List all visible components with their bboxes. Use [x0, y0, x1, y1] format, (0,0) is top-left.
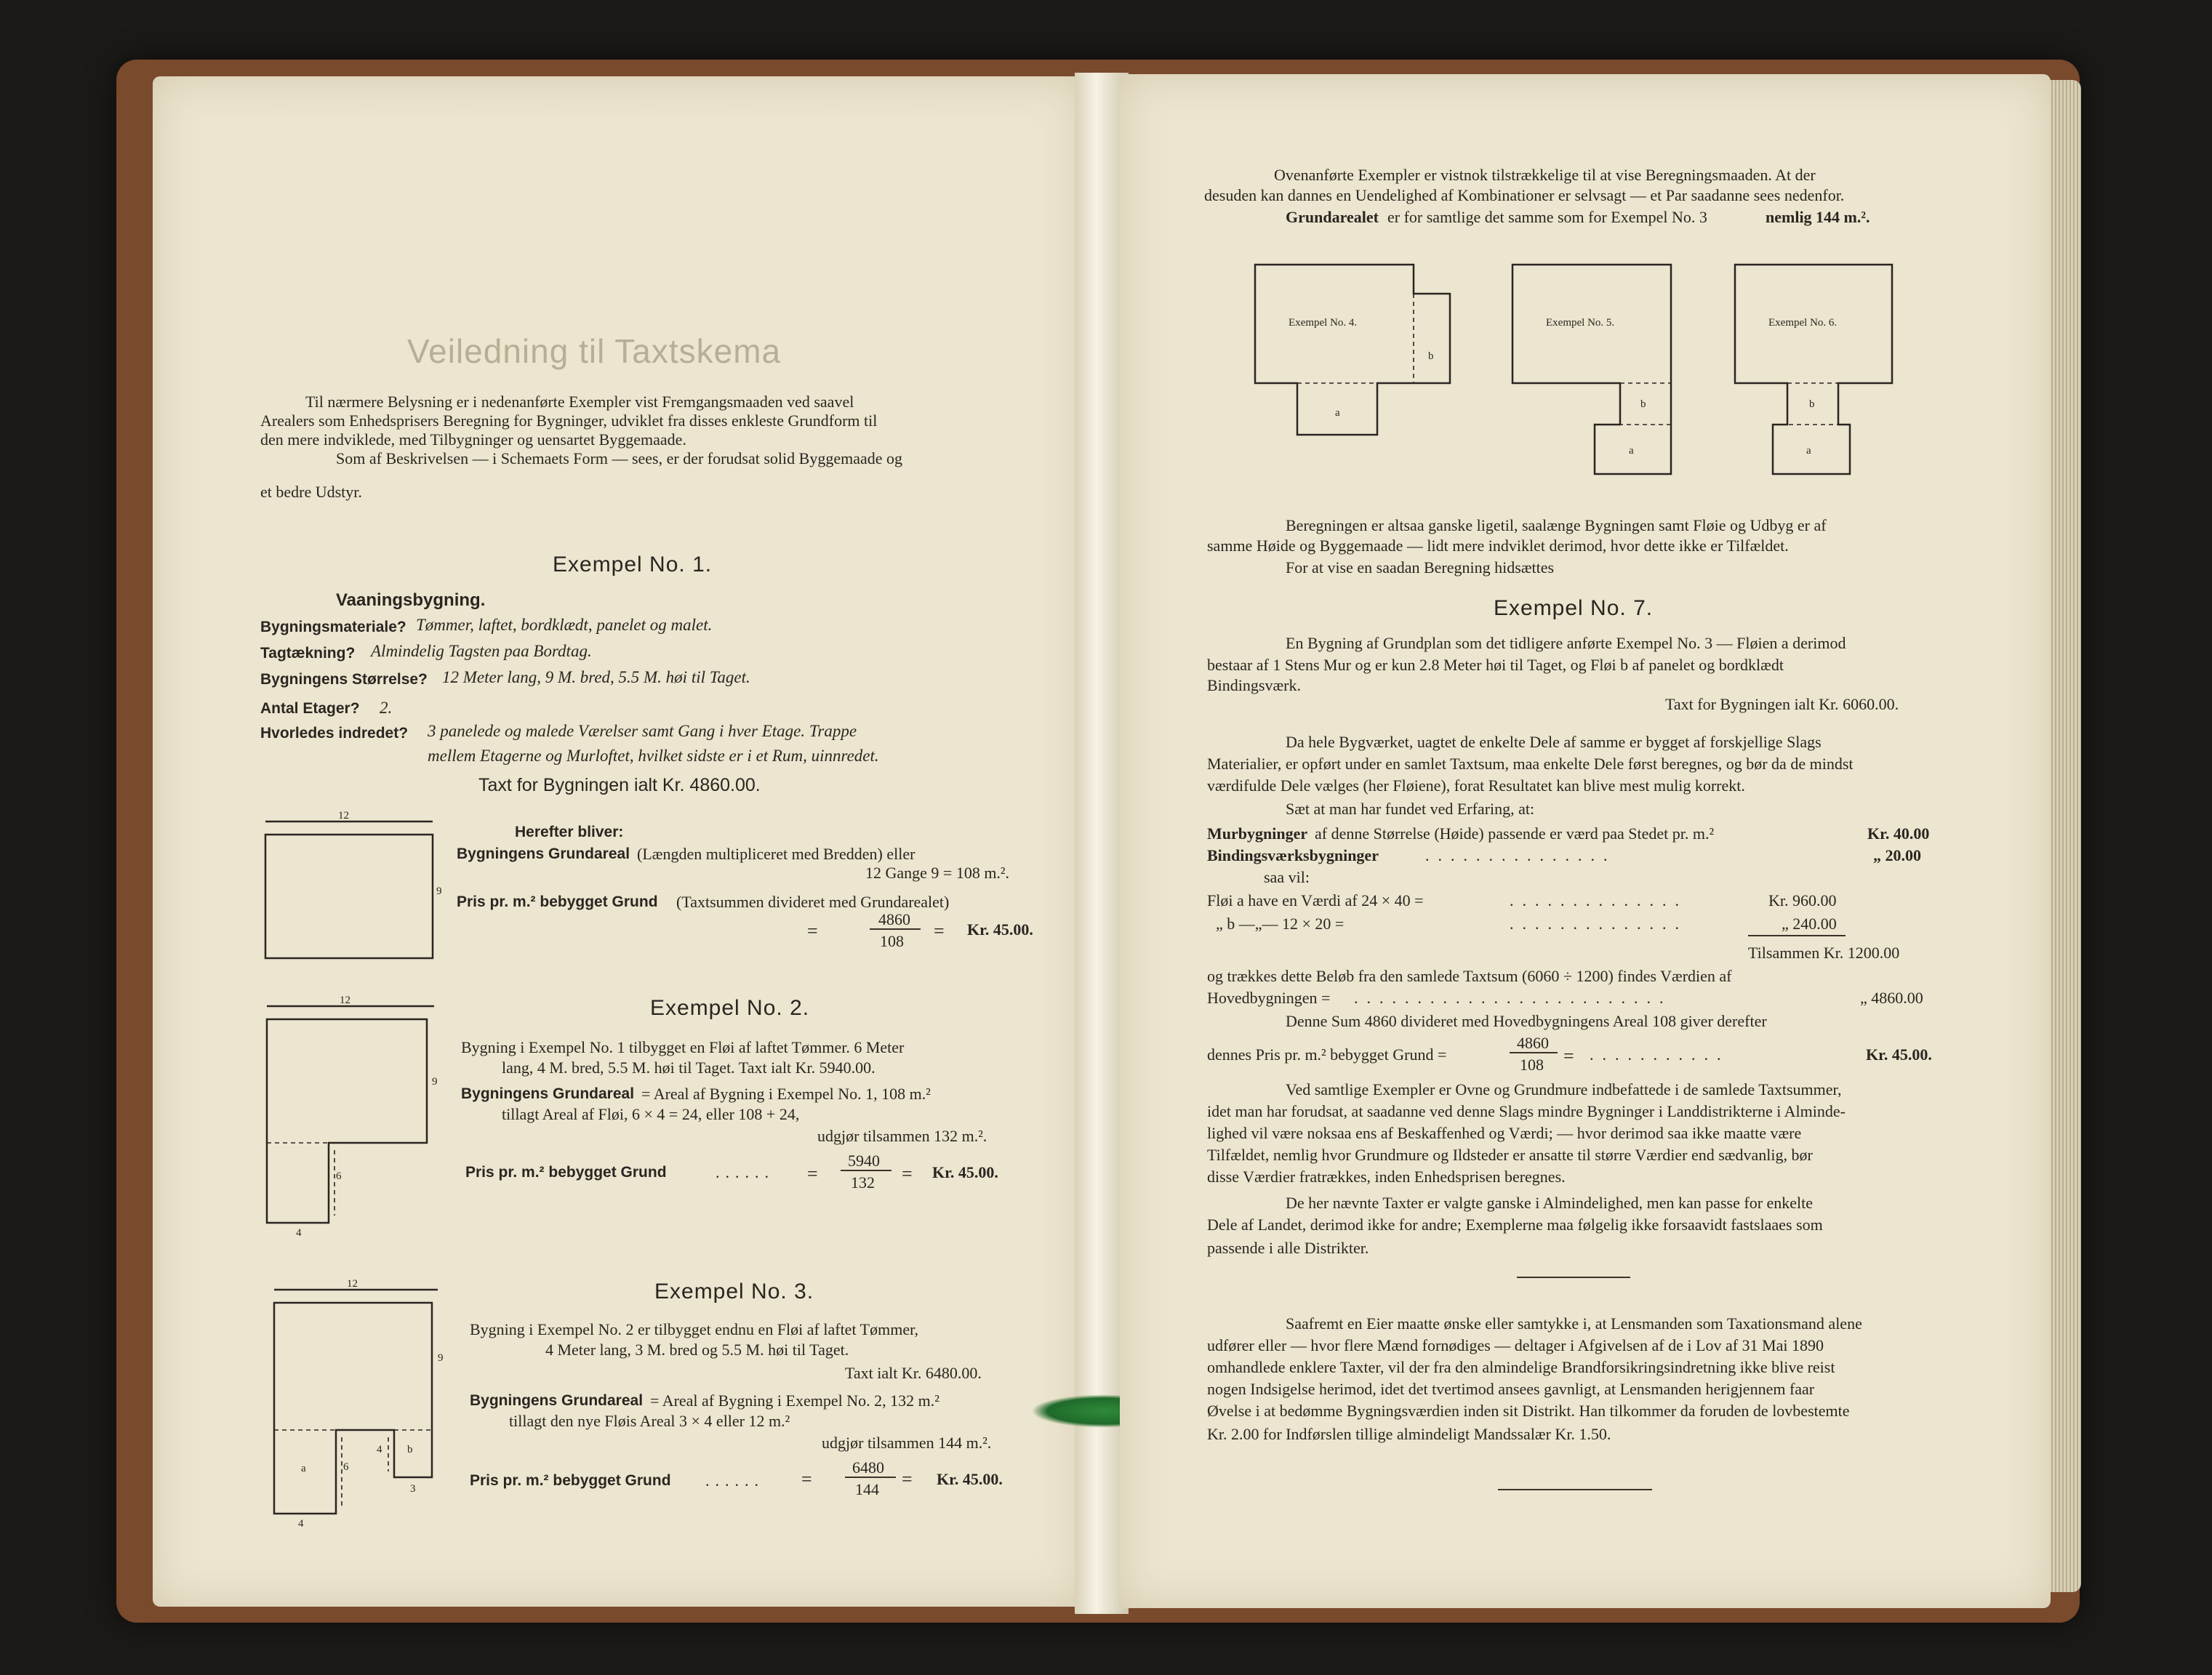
- equals: =: [807, 920, 818, 941]
- ex7-heading: Exempel No. 7.: [1494, 596, 1654, 620]
- herefter: Herefter bliver:: [515, 824, 624, 840]
- pris-label: Pris pr. m.² bebygget Grund: [470, 1472, 671, 1489]
- areal-line: tillagt den nye Fløis Areal 3 × 4 eller 12 m.²: [509, 1412, 790, 1430]
- intro-line: Ovenanførte Exempler er vistnok tilstrækkelige til at vise Beregningsmaaden. At der: [1274, 166, 1816, 184]
- equals: =: [902, 1469, 913, 1490]
- region-label: b: [1640, 398, 1646, 410]
- areal-note: (Længden multipliceret med Bredden) eller: [637, 845, 915, 863]
- equals: =: [902, 1163, 913, 1184]
- region-label: a: [301, 1463, 306, 1474]
- mid-line: Beregningen er altsaa ganske ligetil, saalænge Bygningen samt Fløie og Udbyg er af: [1286, 516, 1827, 534]
- diagram-label: Exempel No. 5.: [1546, 317, 1615, 329]
- dim-label: 6: [343, 1461, 349, 1473]
- ex1-subheading: Vaaningsbygning.: [336, 590, 486, 610]
- q-answer: 2.: [380, 699, 393, 717]
- taxter-line: Dele af Landet, derimod ikke for andre; Exemplerne maa følgelig ikke forsaavidt fastslaaes som: [1207, 1216, 1823, 1234]
- ex1-heading: Exempel No. 1.: [553, 553, 713, 577]
- region-label: a: [1806, 445, 1811, 457]
- intro-line: Som af Beskrivelsen — i Schemaets Form — sees, er der forudsat solid Byggemaade og: [336, 449, 903, 467]
- diagram-label: Exempel No. 4.: [1289, 317, 1358, 329]
- ex1-diagram: [262, 810, 444, 965]
- ex4-diagram: [1254, 263, 1472, 445]
- equals: =: [801, 1469, 812, 1490]
- trakkes: og trækkes dette Beløb fra den samlede Taxtsum (6060 ÷ 1200) findes Værdien af: [1207, 967, 1732, 985]
- frac-num: 4860: [1517, 1034, 1549, 1052]
- q-answer: Almindelig Tagsten paa Bordtag.: [371, 642, 592, 660]
- ex2-diagram: [263, 997, 445, 1237]
- ex7-line: bestaar af 1 Stens Mur og er kun 2.8 Meter høi til Taget, og Fløi b af panelet og bordklædt: [1207, 656, 1784, 674]
- ex7-result: Kr. 45.00.: [1866, 1045, 1932, 1064]
- section-divider: [1517, 1277, 1630, 1278]
- sum-rule: [1748, 935, 1846, 936]
- areal-line: udgjør tilsammen 132 m.².: [817, 1127, 987, 1145]
- q-label: Antal Etager?: [260, 700, 360, 717]
- frac-den: 108: [880, 932, 904, 950]
- region-label: b: [407, 1444, 413, 1455]
- pris-note: (Taxtsummen divideret med Grundarealet): [676, 893, 950, 911]
- frac-bar: [845, 1477, 896, 1478]
- ex3-line: Taxt ialt Kr. 6480.00.: [845, 1364, 982, 1382]
- q-answer: 3 panelede og malede Værelser samt Gang i hver Etage. Trappe: [428, 722, 857, 740]
- ovne-line: Ved samtlige Exempler er Ovne og Grundmure indbefattede i de samlede Taxtsummer,: [1286, 1080, 1842, 1098]
- floi-b-value: „ 240.00: [1782, 915, 1837, 933]
- ex7-p2: Da hele Bygværket, uagtet de enkelte Dele af samme er bygget af forskjellige Slags: [1286, 733, 1822, 751]
- leader-dots: .........................: [1354, 989, 1672, 1007]
- equals: =: [934, 920, 945, 941]
- ex2-line: lang, 4 M. bred, 5.5 M. høi til Taget. Taxt ialt Kr. 5940.00.: [502, 1059, 875, 1077]
- ex3-line: Bygning i Exempel No. 2 er tilbygget endnu en Fløi af laftet Tømmer,: [470, 1320, 919, 1338]
- ex7-line: Bindingsværk.: [1207, 676, 1301, 694]
- taxter-line: passende i alle Distrikter.: [1207, 1239, 1369, 1257]
- saa-vil: saa vil:: [1264, 868, 1310, 886]
- mur-label: Murbygninger: [1207, 824, 1308, 843]
- floi-b: „ b —„— 12 × 20 =: [1216, 915, 1345, 933]
- leader-dots: ...........: [1590, 1045, 1730, 1064]
- intro-line: et bedre Udstyr.: [260, 483, 362, 501]
- region-label: b: [1809, 398, 1815, 410]
- intro-line: den mere indviklede, med Tilbygninger og uensartet Byggemaade.: [260, 430, 686, 449]
- areal-text: = Areal af Bygning i Exempel No. 2, 132 m.²: [650, 1391, 939, 1410]
- mur-value: Kr. 40.00: [1867, 824, 1930, 843]
- mid-line: samme Høide og Byggemaade — lidt mere indviklet derimod, hvor dette ikke er Tilfældet.: [1207, 537, 1789, 555]
- q-label: Bygningens Størrelse?: [260, 671, 428, 688]
- denne: Denne Sum 4860 divideret med Hovedbygningens Areal 108 giver derefter: [1286, 1012, 1767, 1030]
- dim-label: 9: [432, 1076, 438, 1088]
- bind-label: Bindingsværksbygninger: [1207, 846, 1379, 864]
- dim-label: 12: [347, 1278, 358, 1290]
- dim-label: 6: [336, 1170, 342, 1182]
- ex7-p2: værdifulde Dele vælges (her Fløiene), forat Resultatet kan blive mest mulig korrekt.: [1207, 776, 1745, 795]
- dim-label: 4: [296, 1227, 302, 1239]
- region-label: a: [1629, 445, 1634, 457]
- ex1-taxt: Taxt for Bygningen ialt Kr. 4860.00.: [478, 775, 761, 795]
- ovne-line: Tilfældet, nemlig hvor Grundmure og Ildsteder er ansatte til større Værdier end sædvanlig, bør: [1207, 1146, 1813, 1164]
- dim-label: 3: [410, 1483, 416, 1495]
- region-label: a: [1335, 407, 1340, 419]
- equals: =: [807, 1163, 818, 1184]
- hoved-value: „ 4860.00: [1860, 989, 1923, 1007]
- dim-label: 9: [436, 885, 442, 897]
- frac-bar: [841, 1170, 891, 1171]
- dennes: dennes Pris pr. m.² bebygget Grund =: [1207, 1045, 1447, 1064]
- ex3-line: 4 Meter lang, 3 M. bred og 5.5 M. høi til Taget.: [545, 1341, 849, 1359]
- dim-label: 12: [338, 810, 349, 822]
- areal-label: Bygningens Grundareal: [457, 845, 630, 862]
- leader-dots: ..............: [1510, 915, 1688, 933]
- grund-text: er for samtlige det samme som for Exempel No. 3: [1387, 208, 1707, 226]
- areal-line: udgjør tilsammen 144 m.².: [822, 1434, 992, 1452]
- ovne-line: idet man har forudsat, at saadanne ved denne Slags mindre Bygninger i Landdistrikterne i Alminde-: [1207, 1102, 1846, 1120]
- q-label: Bygningsmateriale?: [260, 619, 406, 635]
- end-rule: [1498, 1489, 1652, 1490]
- taxter-line: De her nævnte Taxter er valgte ganske i Almindelighed, men kan passe for enkelte: [1286, 1194, 1814, 1212]
- ex7-p2: Materialier, er opført under en samlet Taxtsum, maa enkelte Dele først beregnes, og bør da de mindst: [1207, 755, 1854, 773]
- ovne-line: disse Værdier fratrækkes, inden Enhedsprisen beregnes.: [1207, 1168, 1566, 1186]
- frac-den: 108: [1520, 1056, 1544, 1074]
- frac-num: 4860: [878, 910, 910, 928]
- dim-label: 9: [438, 1352, 444, 1364]
- mur-text: af denne Størrelse (Høide) passende er værd paa Stedet pr. m.²: [1315, 824, 1715, 843]
- areal-calc: 12 Gange 9 = 108 m.².: [865, 864, 1010, 882]
- saafremt-line: Saafremt en Eier maatte ønske eller samtykke i, at Lensmanden som Taxationsmand alene: [1286, 1314, 1862, 1333]
- pris-result: Kr. 45.00.: [967, 920, 1033, 939]
- intro-line: Arealers som Enhedsprisers Beregning for Bygninger, udviklet fra disses enkleste Grundform til: [260, 411, 878, 430]
- bind-value: „ 20.00: [1873, 846, 1921, 864]
- dim-label: 12: [340, 995, 350, 1006]
- ex7-p2: Sæt at man har fundet ved Erfaring, at:: [1286, 800, 1535, 818]
- dim-label: 4: [377, 1444, 382, 1455]
- pris-label: Pris pr. m.² bebygget Grund: [465, 1164, 667, 1181]
- equals: =: [1563, 1045, 1574, 1067]
- q-label: Hvorledes indredet?: [260, 725, 409, 742]
- faint-title: Veiledning til Taxtskema: [407, 332, 782, 370]
- saafremt-line: Øvelse i at bedømme Bygningsværdien inden sit Distrikt. Han tilkommer da foruden de lovbestemte: [1207, 1402, 1850, 1420]
- areal-label: Bygningens Grundareal: [470, 1392, 644, 1409]
- floi-a: Fløi a have en Værdi af 24 × 40 =: [1207, 891, 1424, 909]
- leader-dots: ...............: [1425, 846, 1616, 864]
- pris-result: Kr. 45.00.: [937, 1470, 1003, 1488]
- frac-bar: [870, 928, 921, 930]
- ex7-line: En Bygning af Grundplan som det tidligere anførte Exempel No. 3 — Fløien a derimod: [1286, 634, 1846, 652]
- saafremt-line: nogen Indsigelse herimod, idet det tvertimod ansees gavnligt, at Lensmanden herigjennem faar: [1207, 1380, 1815, 1398]
- frac-bar: [1510, 1052, 1558, 1053]
- areal-line: tillagt Areal af Fløi, 6 × 4 = 24, eller 108 + 24,: [502, 1105, 800, 1123]
- q-answer: 12 Meter lang, 9 M. bred, 5.5 M. høi til Taget.: [442, 668, 750, 686]
- ex6-diagram: [1734, 263, 1908, 481]
- leader-dots: ......: [705, 1471, 764, 1490]
- ex5-diagram: [1511, 263, 1693, 481]
- q-answer: mellem Etagerne og Murloftet, hvilket sidste er i et Rum, uinnredet.: [428, 747, 879, 765]
- grund-bold: Grundarealet: [1286, 208, 1379, 226]
- saafremt-line: udfører eller — hvor flere Mænd fornødiges — deltager i Afgivelsen af de i Lov af 31 Mai 1890: [1207, 1336, 1824, 1354]
- frac-den: 144: [855, 1480, 879, 1498]
- mid-line: For at vise en saadan Beregning hidsættes: [1286, 558, 1555, 577]
- areal-label: Bygningens Grundareal: [461, 1085, 635, 1102]
- leader-dots: ..............: [1510, 891, 1688, 909]
- pris-label: Pris pr. m.² bebygget Grund: [457, 893, 658, 910]
- ex2-line: Bygning i Exempel No. 1 tilbygget en Fløi af laftet Tømmer. 6 Meter: [461, 1038, 905, 1056]
- pris-result: Kr. 45.00.: [932, 1163, 998, 1181]
- areal-text: = Areal af Bygning i Exempel No. 1, 108 m.²: [641, 1085, 931, 1103]
- ex3-heading: Exempel No. 3.: [654, 1280, 814, 1304]
- diagram-label: Exempel No. 6.: [1768, 317, 1838, 329]
- intro-line: desuden kan dannes en Uendelighed af Kombinationer er selvsagt — et Par saadanne sees nedenfor.: [1204, 186, 1845, 204]
- frac-den: 132: [851, 1173, 875, 1192]
- dim-label: 4: [298, 1518, 304, 1530]
- ovne-line: lighed vil være noksaa ens af Beskaffenhed og Værdi; — hvor derimod saa ikke maatte være: [1207, 1124, 1802, 1142]
- ex2-heading: Exempel No. 2.: [650, 996, 810, 1020]
- page-edges: [2049, 80, 2081, 1592]
- region-label: b: [1428, 350, 1434, 362]
- saafremt-line: omhandlede enklere Taxter, vil der fra den almindelige Brandforsikringsindretning ikke blive reist: [1207, 1358, 1835, 1376]
- ex3-diagram: [271, 1278, 452, 1530]
- tilsammen: Tilsammen Kr. 1200.00: [1748, 944, 1900, 962]
- q-answer: Tømmer, laftet, bordklædt, panelet og malet.: [416, 616, 713, 634]
- ex7-taxt: Taxt for Bygningen ialt Kr. 6060.00.: [1665, 695, 1899, 713]
- frac-num: 5940: [848, 1152, 880, 1170]
- floi-a-value: Kr. 960.00: [1768, 891, 1837, 909]
- hoved: Hovedbygningen =: [1207, 989, 1331, 1007]
- q-label: Tagtækning?: [260, 645, 356, 662]
- saafremt-line: Kr. 2.00 for Indførslen tillige almindeligt Mandssalær Kr. 1.50.: [1207, 1425, 1611, 1443]
- grund-end: nemlig 144 m.².: [1766, 208, 1870, 226]
- frac-num: 6480: [852, 1458, 884, 1477]
- intro-line: Til nærmere Belysning er i nedenanførte Exempler vist Fremgangsmaaden ved saavel: [305, 393, 854, 411]
- leader-dots: ......: [716, 1163, 774, 1181]
